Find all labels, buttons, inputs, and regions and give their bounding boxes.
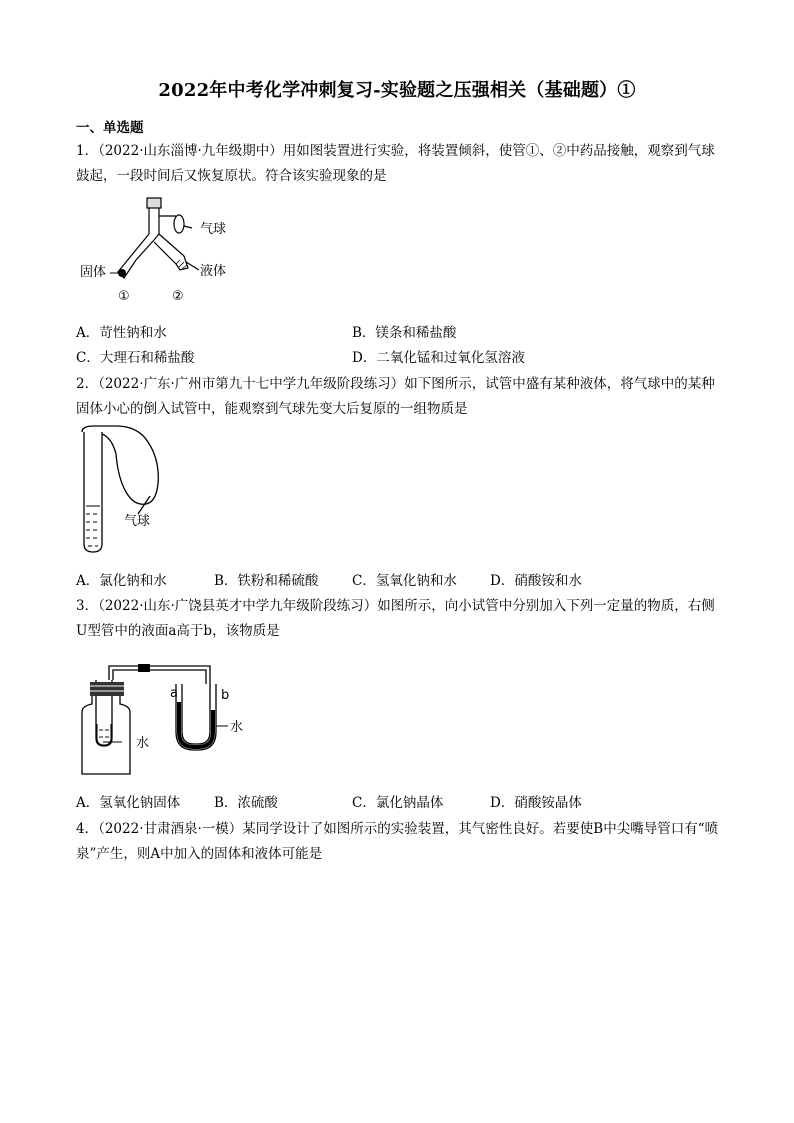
figure-3-a-label: a <box>170 686 178 701</box>
figure-1-y-tube-apparatus <box>76 194 256 306</box>
question-2-option-b[interactable]: B．铁粉和稀硫酸 <box>214 573 319 589</box>
question-2-text: 2．（2022·广东·广州市第九十七中学九年级阶段练习）如下图所示，试管中盛有某种液体，将气球中的某种固体小心的倒入试管中，能观察到气球先变大后复原的一组物质是 <box>76 376 715 417</box>
figure-3-b-label: b <box>221 688 230 703</box>
page-title: 2022年中考化学冲刺复习-实验题之压强相关（基础题）① <box>158 80 636 101</box>
question-3-option-c[interactable]: C．氯化钠晶体 <box>352 795 444 811</box>
figure-3-water-right-label: 水 <box>230 720 244 735</box>
question-2-option-a[interactable]: A．氯化钠和水 <box>76 573 167 589</box>
figure-1-tube-2-label: ② <box>172 289 184 304</box>
figure-2-balloon-label: 气球 <box>124 514 151 529</box>
question-3-option-b[interactable]: B．浓硫酸 <box>214 795 278 811</box>
balloon-shape <box>174 215 184 233</box>
figure-1-tube-1-label: ① <box>118 289 130 304</box>
figure-3-u-tube-apparatus <box>76 654 276 776</box>
figure-1-liquid-label: 液体 <box>200 264 227 279</box>
question-1-option-b[interactable]: B．镁条和稀盐酸 <box>352 325 457 341</box>
balloon-outline <box>82 426 158 504</box>
bottle <box>82 694 130 774</box>
figure-3-water-left-label: 水 <box>136 736 150 751</box>
question-1-option-a[interactable]: A．苛性钠和水 <box>76 325 167 341</box>
test-tube <box>84 432 102 552</box>
question-1-option-c[interactable]: C．大理石和稀盐酸 <box>76 350 195 366</box>
question-1-option-d[interactable]: D．二氧化锰和过氧化氢溶液 <box>352 350 525 366</box>
question-2-option-c[interactable]: C．氢氧化钠和水 <box>352 573 457 589</box>
section-heading: 一、单选题 <box>76 120 144 136</box>
tube-connector <box>138 664 150 672</box>
figure-2-test-tube-balloon <box>76 424 196 556</box>
stopper <box>147 198 161 208</box>
question-3-text: 3．（2022·山东·广饶县英才中学九年级阶段练习）如图所示，向小试管中分别加入下列一定量的物质，右侧U型管中的液面a高于b，该物质是 <box>76 598 715 639</box>
question-3-option-a[interactable]: A．氢氧化钠固体 <box>76 795 181 811</box>
u-tube-liquid <box>177 702 215 749</box>
figure-1-balloon-label: 气球 <box>200 222 227 237</box>
rubber-stopper <box>90 682 124 696</box>
question-3-option-d[interactable]: D．硝酸铵晶体 <box>490 795 582 811</box>
question-1-text: 1．（2022·山东淄博·九年级期中）用如图装置进行实验，将装置倾斜，使管①、②中药品接触，观察到气球鼓起，一段时间后又恢复原状。符合该实验现象的是 <box>76 143 715 184</box>
figure-1-solid-label: 固体 <box>80 265 107 280</box>
question-4-text: 4．（2022·甘肃酒泉·一模）某同学设计了如图所示的实验装置，其气密性良好。若要使B中尖嘴导管口有“喷泉”产生，则A中加入的固体和液体可能是 <box>76 821 719 862</box>
solid-blob <box>118 269 126 277</box>
question-2-option-d[interactable]: D．硝酸铵和水 <box>490 573 582 589</box>
